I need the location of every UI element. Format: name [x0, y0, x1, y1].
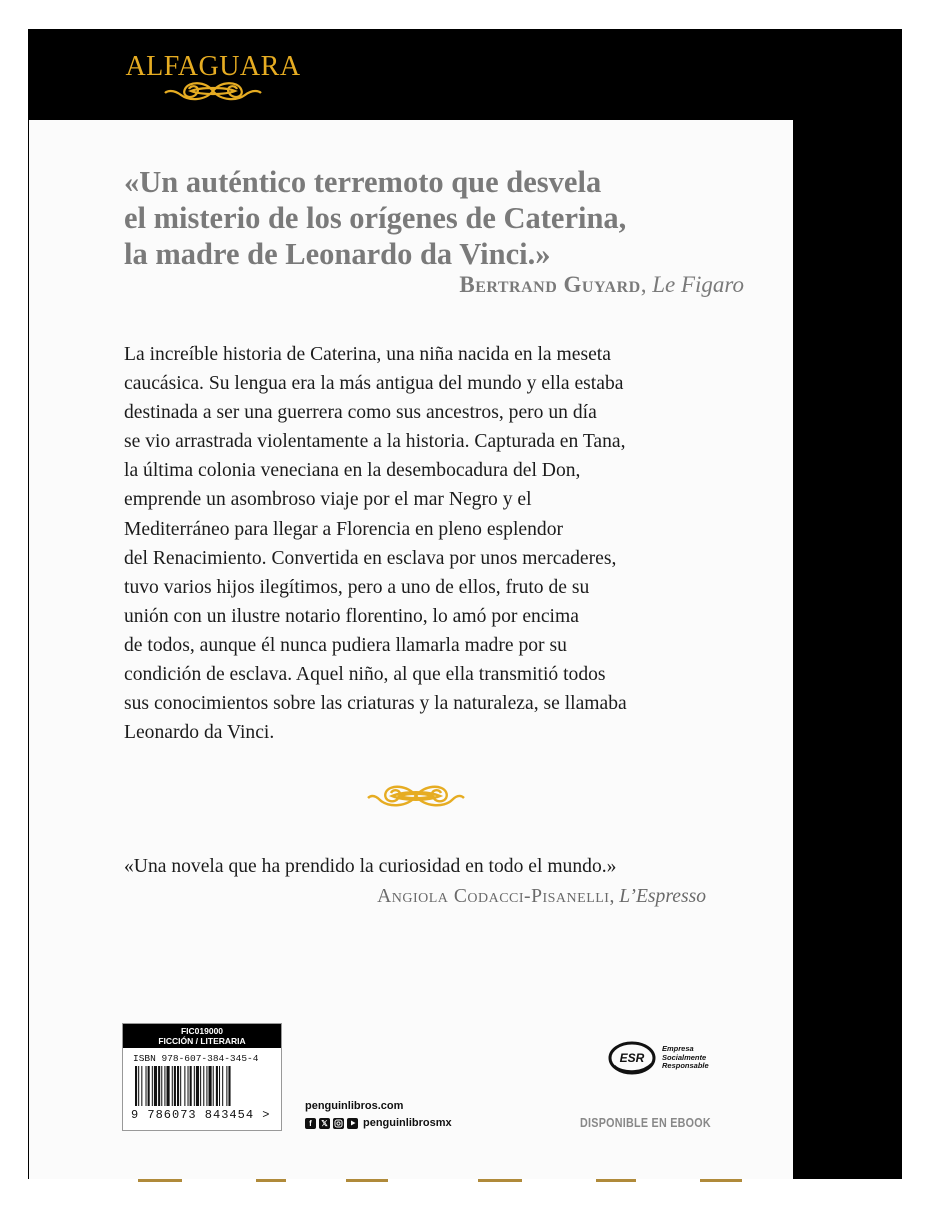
synopsis-line: emprende un asombroso viaje por el mar Negro y el	[124, 489, 532, 511]
facebook-icon[interactable]: f	[305, 1118, 316, 1129]
x-icon[interactable]: 𝕏	[319, 1118, 330, 1129]
book-edge-detail	[256, 1179, 286, 1182]
synopsis-line: unión con un ilustre notario florentino, lo amó por encima	[124, 605, 579, 627]
synopsis-line: sus conocimientos sobre las criaturas y la naturaleza, se llamaba	[124, 693, 627, 715]
quote-line: el misterio de los orígenes de Caterina,	[124, 201, 627, 235]
social-handle[interactable]: penguinlibrosmx	[363, 1117, 452, 1129]
esr-logo-text: ESR	[619, 1051, 645, 1065]
quote-line: «Un auténtico terremoto que desvela	[124, 165, 602, 199]
quote-author: Bertrand Guyard	[459, 272, 641, 297]
instagram-icon[interactable]	[333, 1118, 344, 1129]
category-label: FICCIÓN / LITERARIA	[158, 1036, 246, 1046]
synopsis-line: se vio arrastrada violentamente a la historia. Capturada en Tana,	[124, 431, 626, 453]
book-edge-detail	[478, 1179, 522, 1182]
barcode-icon	[133, 1066, 271, 1108]
publisher-website[interactable]: penguinlibros.com	[305, 1100, 404, 1112]
brand-name: ALFAGUARA	[125, 51, 301, 82]
book-edge-detail	[138, 1179, 182, 1182]
secondary-quote-attribution	[377, 886, 706, 908]
barcode-digits: 9 786073 843454 >	[131, 1108, 271, 1122]
category-code: FIC019000	[180, 1026, 224, 1036]
youtube-icon[interactable]	[347, 1118, 358, 1129]
category-bar	[123, 1024, 281, 1048]
featured-quote	[124, 164, 764, 272]
isbn-barcode-block	[122, 1023, 282, 1131]
book-edge-detail	[700, 1179, 742, 1182]
ornament-divider-icon	[366, 780, 466, 812]
esr-label-line: Empresa	[662, 1044, 694, 1054]
secondary-quote-source: L’Espresso	[619, 886, 706, 907]
isbn-number: ISBN 978-607-384-345-4	[133, 1053, 259, 1064]
secondary-quote-author: Angiola Codacci-Pisanelli	[377, 886, 610, 907]
ebook-availability: DISPONIBLE EN EBOOK	[580, 1116, 711, 1130]
esr-label	[662, 1045, 709, 1071]
secondary-quote: «Una novela que ha prendido la curiosidad en todo el mundo.»	[124, 856, 617, 877]
esr-label-line: Socialmente	[662, 1052, 707, 1062]
synopsis-line: caucásica. Su lengua era la más antigua del mundo y ella estaba	[124, 373, 624, 395]
synopsis-line: tuvo varios hijos ilegítimos, pero a uno de ellos, fruto de su	[124, 576, 590, 598]
esr-badge-icon	[608, 1040, 658, 1076]
attribution-separator: ,	[640, 272, 653, 297]
synopsis-line: la última colonia veneciana en la desembocadura del Don,	[124, 460, 581, 482]
synopsis-line: Leonardo da Vinci.	[124, 722, 275, 744]
quote-attribution	[459, 272, 744, 298]
synopsis-line: La increíble historia de Caterina, una niña nacida en la meseta	[124, 344, 611, 365]
synopsis-line: condición de esclava. Aquel niño, al que ella transmitió todos	[124, 664, 606, 686]
attribution-separator: ,	[609, 886, 620, 907]
esr-label-line: Responsable	[662, 1061, 709, 1071]
synopsis-line: Mediterráneo para llegar a Florencia en pleno esplendor	[124, 518, 564, 540]
book-edge-detail	[346, 1179, 388, 1182]
book-edge-detail	[596, 1179, 636, 1182]
quote-line: la madre de Leonardo da Vinci.»	[124, 237, 551, 271]
esr-logo	[608, 1040, 709, 1076]
synopsis-line: del Renacimiento. Convertida en esclava por unos mercaderes,	[124, 547, 617, 569]
social-links	[305, 1116, 452, 1130]
quote-source: Le Figaro	[652, 272, 744, 297]
synopsis-line: de todos, aunque él nunca pudiera llamarla madre por su	[124, 634, 567, 656]
synopsis-line: destinada a ser una guerrera como sus ancestros, pero un día	[124, 402, 597, 424]
publisher-logo	[124, 52, 302, 104]
synopsis	[124, 340, 744, 747]
